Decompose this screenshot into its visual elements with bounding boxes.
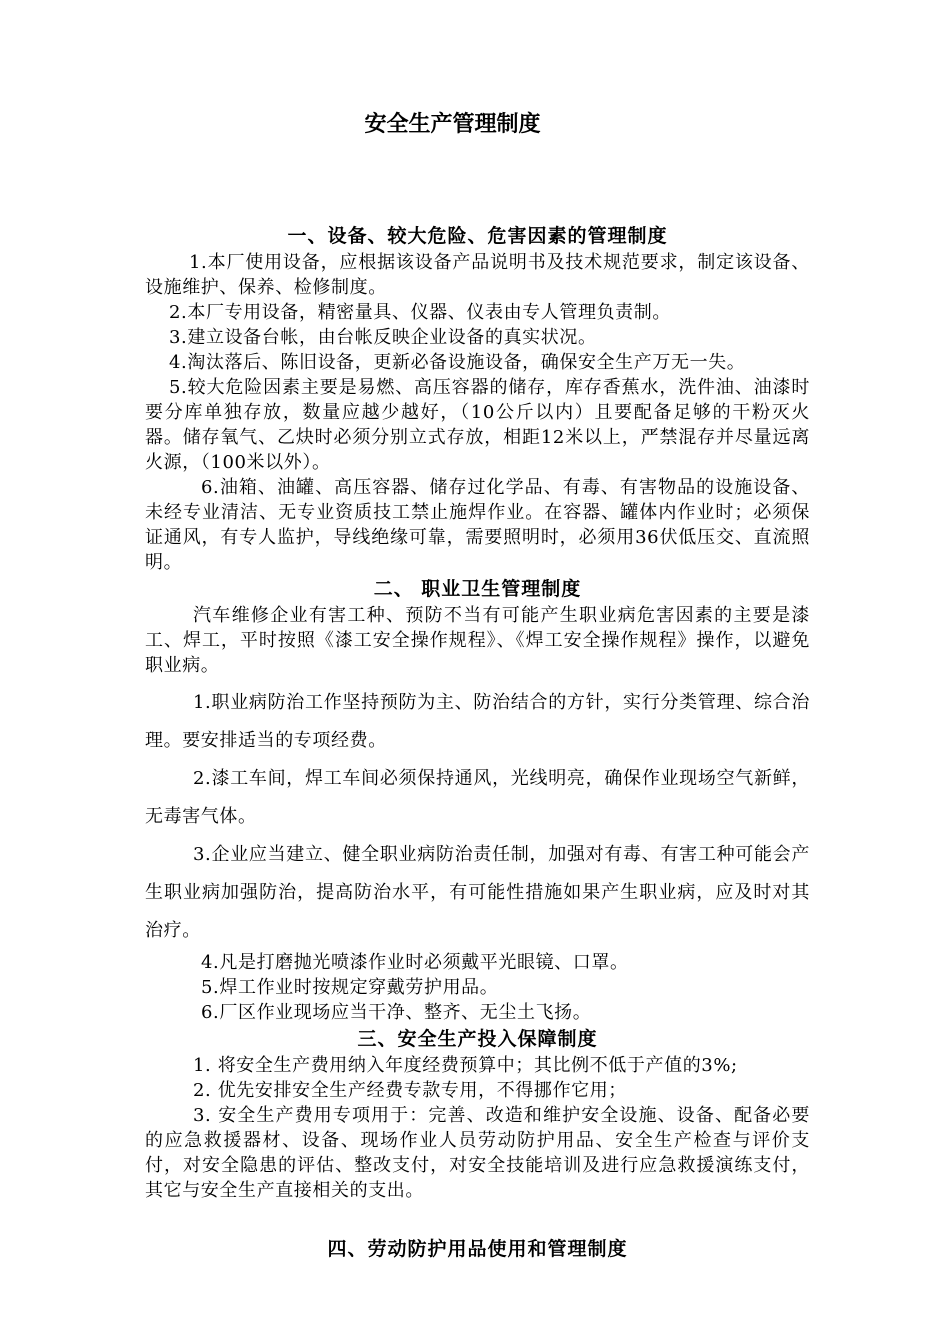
section-1-item-6: 6.油箱、油罐、高压容器、储存过化学品、有毒、有害物品的设施设备、未经专业清洁、无专业资质技工禁止施焊作业。在容器、罐体内作业时；必须保证通风，有专人监护，导线绝缘可靠，需要照明时，必须用36伏低压交、直流照明。 (145, 477, 810, 573)
section-2-heading: 二、 职业卫生管理制度 (373, 578, 582, 600)
section-4-heading: 四、劳动防护用品使用和管理制度 (327, 1238, 628, 1260)
section-2-item-1: 1.职业病防治工作坚持预防为主、防治结合的方针，实行分类管理、综合治理。要安排适当的专项经费。 (145, 692, 810, 751)
section-3-item-2: 2. 优先安排安全生产经费专款专用，不得挪作它用； (193, 1080, 627, 1101)
section-1-item-1: 1.本厂使用设备，应根据该设备产品说明书及技术规范要求，制定该设备、设施维护、保养、检修制度。 (145, 252, 810, 298)
section-2-item-4: 4.凡是打磨抛光喷漆作业时必须戴平光眼镜、口罩。 (201, 952, 629, 973)
section-2-item-2: 2.漆工车间，焊工车间必须保持通风，光线明亮，确保作业现场空气新鲜，无毒害气体。 (145, 768, 810, 827)
section-2-item-6: 6.厂区作业现场应当干净、整齐、无尘土飞扬。 (201, 1002, 592, 1023)
section-1-item-3: 3.建立设备台帐，由台帐反映企业设备的真实状况。 (169, 327, 597, 348)
section-3-item-3: 3. 安全生产费用专项用于：完善、改造和维护安全设施、设备、配备必要的应急救援器材、设备、现场作业人员劳动防护用品、安全生产检查与评价支付，对安全隐患的评估、整改支付，对安全技能培训及进行应急救援演练支付，其它与安全生产直接相关的支出。 (145, 1105, 810, 1201)
section-2-item-3: 3.企业应当建立、健全职业病防治责任制，加强对有毒、有害工种可能会产生职业病加强防治，提高防治水平，有可能性措施如果产生职业病，应及时对其治疗。 (145, 844, 810, 941)
document-body (145, 222, 810, 1263)
section-3-heading: 三、安全生产投入保障制度 (357, 1028, 598, 1050)
section-1-item-2: 2.本厂专用设备，精密量具、仪器、仪表由专人管理负责制。 (169, 302, 671, 323)
section-1-item-5: 5.较大危险因素主要是易燃、高压容器的储存，库存香蕉水，洗件油、油漆时要分库单独存放，数量应越少越好，（10公斤以内）且要配备足够的干粉灭火器。储存氧气、乙炔时必须分别立式存放，相距12米以上，严禁混存并尽量远离火源，（100米以外）。 (145, 377, 810, 473)
section-2-intro: 汽车维修企业有害工种、预防不当有可能产生职业病危害因素的主要是漆工、焊工，平时按照《漆工安全操作规程》、《焊工安全操作规程》操作，以避免职业病。 (145, 605, 810, 676)
section-2-item-5: 5.焊工作业时按规定穿戴劳护用品。 (201, 977, 499, 998)
document-title: 安全生产管理制度 (364, 112, 541, 137)
section-3-item-1: 1. 将安全生产费用纳入年度经费预算中；其比例不低于产值的3%; (193, 1055, 738, 1076)
section-1-item-4: 4.淘汰落后、陈旧设备，更新必备设施设备，确保安全生产万无一失。 (169, 352, 746, 373)
section-1-heading: 一、设备、较大危险、危害因素的管理制度 (287, 225, 668, 247)
